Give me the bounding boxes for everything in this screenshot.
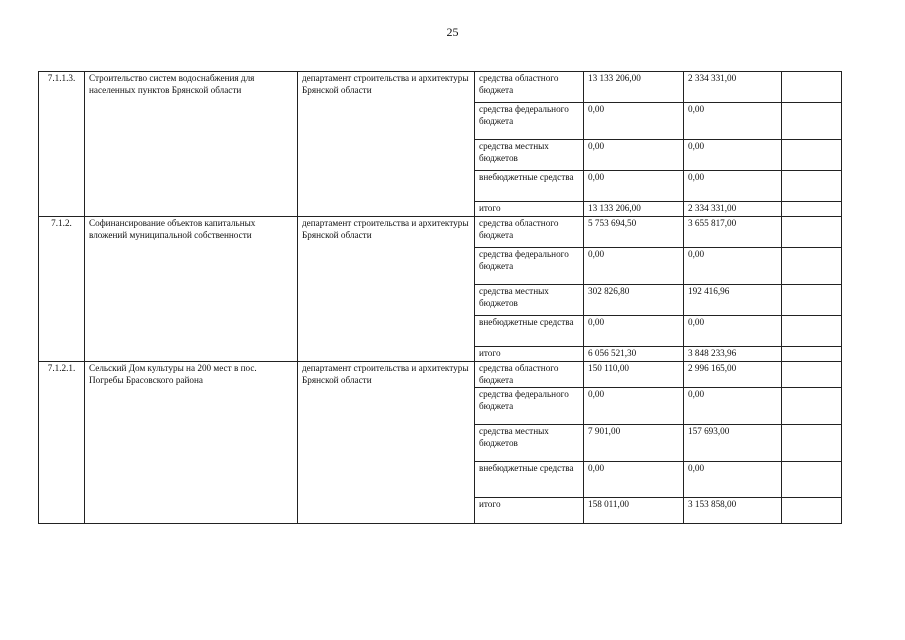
funding-source: средства областного бюджета: [475, 217, 584, 248]
amount-col-3: [782, 202, 842, 217]
amount-col-2: 0,00: [684, 140, 782, 171]
amount-col-3: [782, 316, 842, 347]
amount-col-2: 3 153 858,00: [684, 498, 782, 524]
amount-col-2: 0,00: [684, 248, 782, 285]
funding-source: итого: [475, 202, 584, 217]
funding-source: средства областного бюджета: [475, 72, 584, 103]
table-body: [39, 72, 842, 524]
amount-col-1: 0,00: [584, 103, 684, 140]
funding-source: средства местных бюджетов: [475, 140, 584, 171]
item-name: Софинансирование объектов капитальных вложений муниципальной собственности: [85, 217, 298, 362]
amount-col-3: [782, 103, 842, 140]
amount-col-3: [782, 462, 842, 498]
funding-source: внебюджетные средства: [475, 316, 584, 347]
table-row: [39, 362, 842, 388]
amount-col-1: 158 011,00: [584, 498, 684, 524]
funding-source: итого: [475, 498, 584, 524]
funding-source: средства федерального бюджета: [475, 388, 584, 425]
funding-source: внебюджетные средства: [475, 462, 584, 498]
amount-col-2: 0,00: [684, 103, 782, 140]
funding-source: внебюджетные средства: [475, 171, 584, 202]
amount-col-1: 0,00: [584, 316, 684, 347]
item-code: 7.1.2.1.: [39, 362, 85, 524]
amount-col-2: 2 334 331,00: [684, 202, 782, 217]
funding-source: средства федерального бюджета: [475, 103, 584, 140]
amount-col-3: [782, 425, 842, 462]
amount-col-3: [782, 362, 842, 388]
amount-col-2: 0,00: [684, 462, 782, 498]
amount-col-3: [782, 72, 842, 103]
amount-col-2: 0,00: [684, 388, 782, 425]
amount-col-3: [782, 347, 842, 362]
item-executor: департамент строительства и архитектуры Брянской области: [298, 72, 475, 217]
amount-col-1: 302 826,80: [584, 285, 684, 316]
item-code: 7.1.1.3.: [39, 72, 85, 217]
amount-col-1: 0,00: [584, 248, 684, 285]
amount-col-1: 13 133 206,00: [584, 202, 684, 217]
amount-col-3: [782, 285, 842, 316]
amount-col-3: [782, 171, 842, 202]
item-name: Сельский Дом культуры на 200 мест в пос. Погребы Брасовского района: [85, 362, 298, 524]
amount-col-1: 6 056 521,30: [584, 347, 684, 362]
budget-table: [38, 71, 842, 524]
amount-col-1: 0,00: [584, 462, 684, 498]
amount-col-1: 7 901,00: [584, 425, 684, 462]
amount-col-2: 0,00: [684, 316, 782, 347]
amount-col-2: 2 334 331,00: [684, 72, 782, 103]
amount-col-1: 0,00: [584, 171, 684, 202]
item-executor: департамент строительства и архитектуры Брянской области: [298, 217, 475, 362]
funding-source: средства федерального бюджета: [475, 248, 584, 285]
amount-col-3: [782, 140, 842, 171]
page-number: 25: [446, 25, 459, 39]
amount-col-1: 0,00: [584, 140, 684, 171]
amount-col-1: 13 133 206,00: [584, 72, 684, 103]
item-name: Строительство систем водоснабжения для населенных пунктов Брянской области: [85, 72, 298, 217]
item-code: 7.1.2.: [39, 217, 85, 362]
amount-col-2: 2 996 165,00: [684, 362, 782, 388]
amount-col-2: 3 655 817,00: [684, 217, 782, 248]
amount-col-2: 192 416,96: [684, 285, 782, 316]
amount-col-3: [782, 498, 842, 524]
funding-source: средства местных бюджетов: [475, 285, 584, 316]
funding-source: итого: [475, 347, 584, 362]
amount-col-2: 3 848 233,96: [684, 347, 782, 362]
amount-col-1: 0,00: [584, 388, 684, 425]
table-row: [39, 72, 842, 103]
amount-col-3: [782, 388, 842, 425]
amount-col-1: 5 753 694,50: [584, 217, 684, 248]
amount-col-3: [782, 217, 842, 248]
item-executor: департамент строительства и архитектуры Брянской области: [298, 362, 475, 524]
funding-source: средства местных бюджетов: [475, 425, 584, 462]
funding-source: средства областного бюджета: [475, 362, 584, 388]
amount-col-2: 157 693,00: [684, 425, 782, 462]
amount-col-3: [782, 248, 842, 285]
amount-col-1: 150 110,00: [584, 362, 684, 388]
table-row: [39, 217, 842, 248]
amount-col-2: 0,00: [684, 171, 782, 202]
